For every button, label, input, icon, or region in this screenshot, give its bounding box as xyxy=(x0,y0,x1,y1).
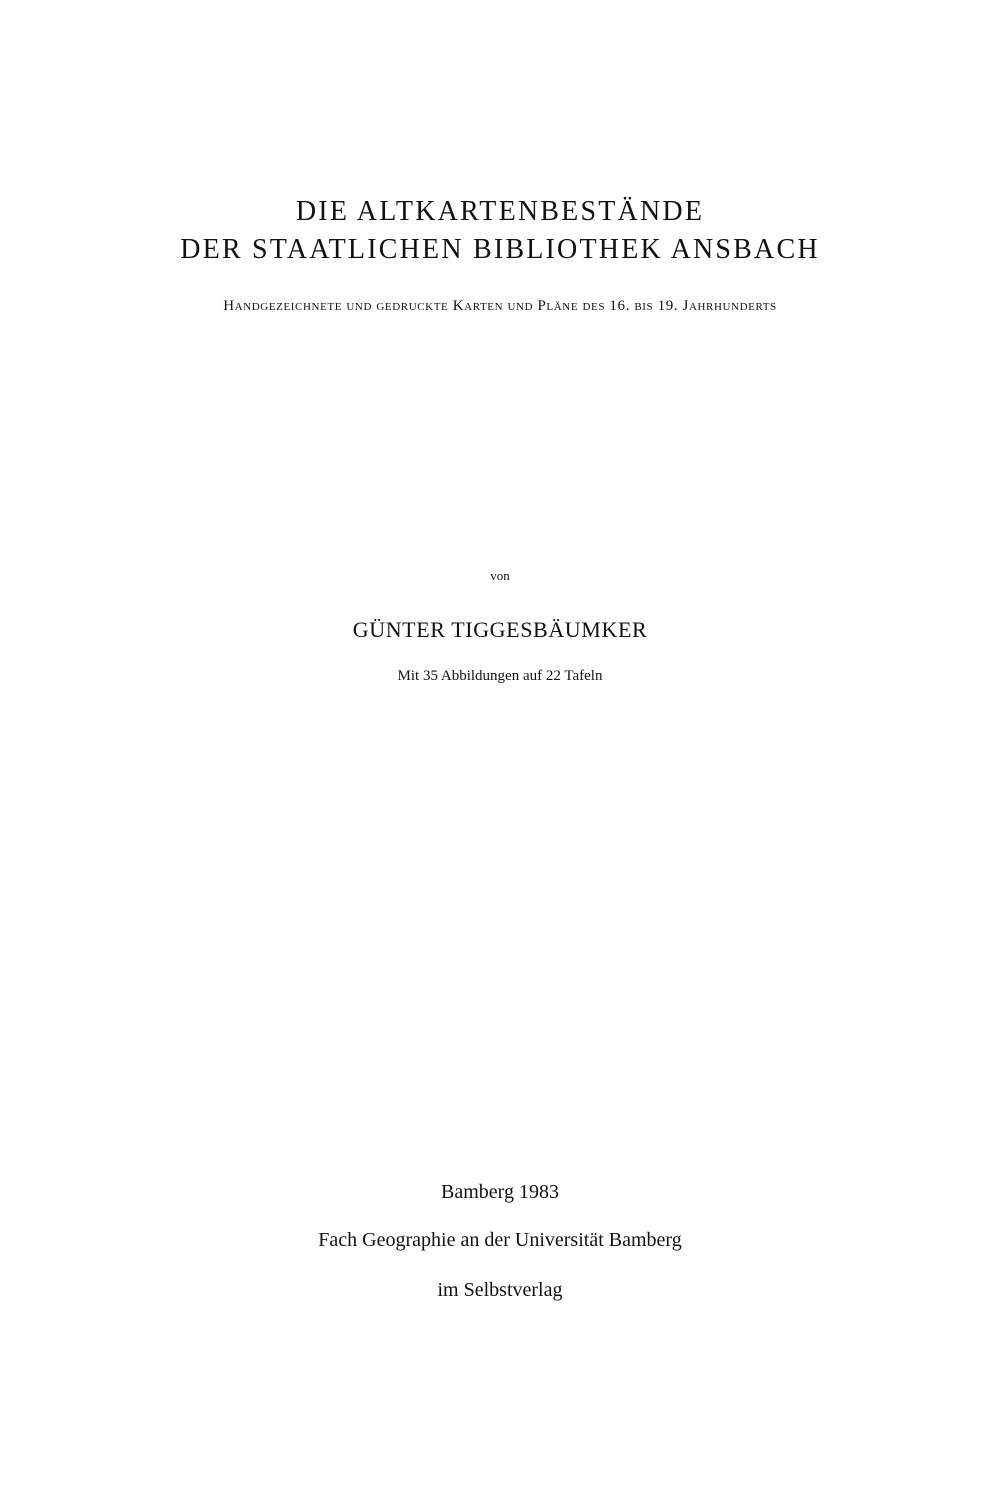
by-label: von xyxy=(490,568,510,583)
book-title-line-1: DIE ALTKARTENBESTÄNDE xyxy=(295,196,705,227)
author-name: GÜNTER TIGGESBÄUMKER xyxy=(352,617,648,642)
illustrations-note: Mit 35 Abbildungen auf 22 Tafeln xyxy=(397,668,603,684)
book-title-line-2: DER STAATLICHEN BIBLIOTHEK ANSBACH xyxy=(180,234,820,265)
book-subtitle: Handgezeichnete und gedruckte Karten und Pläne des 16. bis 19. Jahrhunderts xyxy=(223,298,777,314)
publication-place-year: Bamberg 1983 xyxy=(441,1181,559,1203)
publisher: Fach Geographie an der Universität Bamberg xyxy=(318,1229,682,1251)
imprint: im Selbstverlag xyxy=(437,1279,563,1301)
